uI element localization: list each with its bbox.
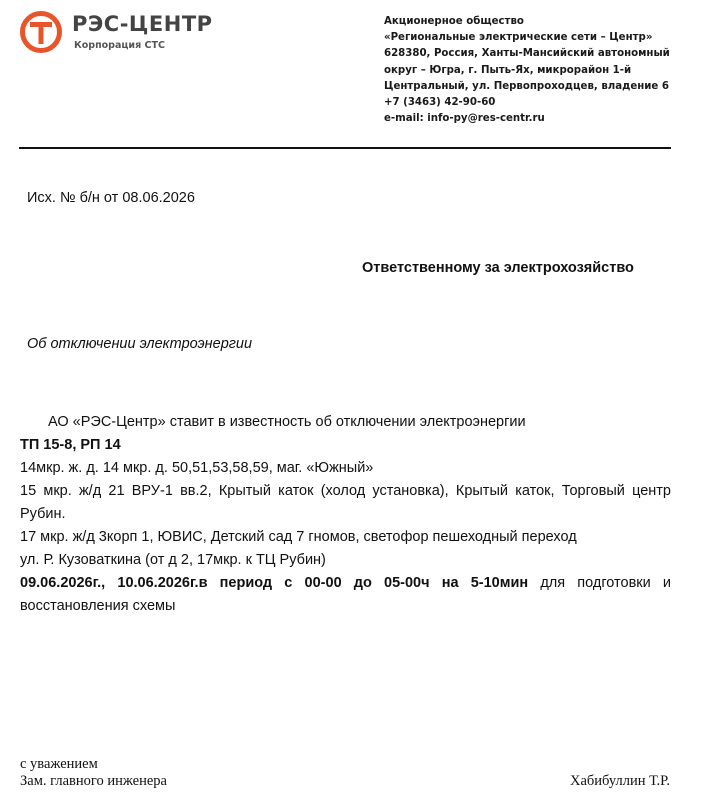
header-divider — [19, 147, 671, 149]
closing-regards: с уважением — [20, 756, 98, 772]
company-line: Акционерное общество — [384, 16, 524, 27]
company-line: 628380, Россия, Ханты-Мансийский автономный — [384, 48, 670, 60]
brand-subtitle: Корпорация СТС — [74, 40, 165, 51]
company-details — [384, 14, 684, 127]
company-line: Центральный, ул. Первопроходцев, владение 6 — [384, 80, 669, 92]
intro-paragraph: АО «РЭС-Центр» ставит в известность об отключении электроэнергии — [48, 414, 526, 430]
company-line: «Региональные электрические сети – Центр» — [384, 32, 653, 44]
outage-period-paragraph — [20, 572, 671, 618]
address-line: 17 мкр. ж/д 3корп 1, ЮВИС, Детский сад 7 гномов, светофор пешеходный переход — [20, 529, 577, 545]
brand-name: РЭС-ЦЕНТР — [72, 12, 213, 36]
outgoing-reference: Исх. № б/н от 08.06.2026 — [27, 190, 195, 206]
ts-circle-logo-icon — [19, 10, 63, 54]
address-line: 15 мкр. ж/д 21 ВРУ-1 вв.2, Крытый каток (холод установка), Крытый каток, Торговый центр Рубин. — [20, 483, 671, 522]
signer-position: Зам. главного инженера — [20, 773, 167, 789]
address-line: 14мкр. ж. д. 14 мкр. д. 50,51,53,58,59, маг. «Южный» — [20, 460, 374, 476]
signer-name: Хабибуллин Т.Р. — [569, 773, 670, 789]
outage-period: 09.06.2026г., 10.06.2026г.в период с 00-00 до 05-00ч на 5-10мин — [20, 575, 529, 591]
company-phone: +7 (3463) 42-90-60 — [384, 97, 496, 109]
address-line: ул. Р. Кузоваткина (от д 2, 17мкр. к ТЦ Рубин) — [20, 552, 326, 568]
letter-subject: Об отключении электроэнергии — [27, 336, 253, 352]
substation-label: ТП 15-8, РП 14 — [20, 437, 121, 453]
letter-body — [20, 411, 671, 618]
letterhead — [0, 0, 702, 150]
outage-purpose: для подготовки и восстановления схемы — [20, 575, 672, 614]
company-line: округ – Югра, г. Пыть-Ях, микрорайон 1-й — [384, 64, 632, 76]
addressee: Ответственному за электрохозяйство — [362, 260, 634, 276]
company-email: e-mail: info-py@res-centr.ru — [384, 113, 545, 125]
